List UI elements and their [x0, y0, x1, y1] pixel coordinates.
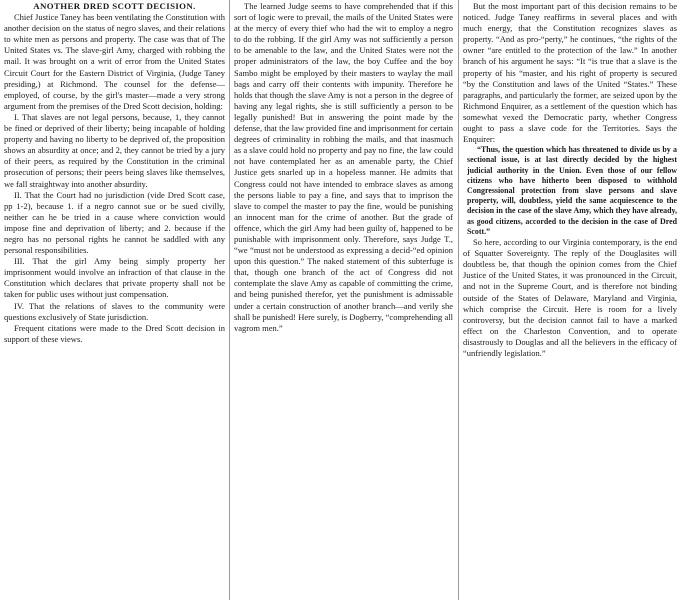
headline: ANOTHER DRED SCOTT DECISION. [33, 1, 196, 11]
paragraph: II. That the Court had no jurisdiction (vide Dred Scott case, pp 1-2), because 1. if a negro cannot sue or be sued civilly, neither can he be tried in a cause where conviction would impose fine and deprivation of liberty; and 2. because if the negro has no personal rights he cannot be saddled with any personal responsibilities. [4, 189, 225, 256]
paragraph: Chief Justice Taney has been ventilating the Constitution with another decision on the status of negro slaves, and their relations to white men as persons and property. The case was that of The United States vs. The slave-girl Amy, charged with robbing the mail. It was brought on a writ of error from the United States Circuit Court for the Eastern District of Virginia, (Judge Taney presiding,) at Richmond. The counsel for the defense—employed, of course, by the girl's master—made a very strong argument from the premises of the Dred Scott decision, holding: [4, 12, 225, 111]
column-1 [4, 1, 229, 600]
paragraph: The learned Judge seems to have comprehended that if this sort of logic were to prevail, the mails of the United States were at the mercy of every thief who had the wit to employ a negro to do the robbing. If the girl Amy was not sufficiently a person to be amenable to the law, and the United States were not the proper administrators of the law, the boy Cuffee and the boy Sambo might be employed by their masters to waylay the mail bags and carry off their contents with impunity. Therefore he holds that though the slave Amy is not a person in the degree of having any legal rights, she is still sufficiently a person to be legally punished! But in answering the point made by the defense, that the law provided fine and imprisonment for certain degrees of criminality in robbing the mails, and that inasmuch as a slave could hold no property and pay no fine, the law could not have contemplated her as an amenable party, the Chief Justice gets snarled up in a hopeless manner. He admits that Congress could not have intended to embrace slaves as among the persons liable to pay a fine, and says that to imprison the slave to compel the master to pay the fine, would be punishing an innocent man for the crime of another. But the grade of offence, which the girl Amy had been guilty of, happened to be punishable with imprisonment only. Therefore, says Judge T., “we “must not be understood as expressing a decid-“ed opinion upon this question.” The naked statement of this subterfuge is that, though one branch of the act of Congress did not contemplate the slave Amy as capable of committing the crime, and being punished therefor, yet the punishment is admissable under a certain construction of another branch—and verily she shall be punished! Here surely, is Dogberry, “comprehending all vagrom men.” [234, 1, 453, 333]
column-rule [458, 0, 459, 600]
enquirer-quote: “Thus, the question which has threatened to divide us by a sectional issue, is at last directly decided by the highest judicial authority in the Union. Even those of our fellow citizens who have hitherto been disposed to withhold Congressional protection from slave persons and slave property, will, doubtless, yield the same acquiescence to the decision in the case of the slave Amy, which they have already, as good citizens, accorded to the decision in the case of Dred Scott.” [467, 145, 677, 236]
column-3 [458, 1, 677, 600]
paragraph: Frequent citations were made to the Dred Scott decision in support of these views. [4, 322, 225, 344]
paragraph: I. That slaves are not legal persons, because, 1, they cannot be fined or deprived of their liberty; being incapable of holding property and having no liberty to be deprived of, the proposition shows an absurdity at once; and 2, they cannot be tried by a jury of their peers, as required by the Constitution in the criminal prosecution of persons; their peers being slaves like themselves, we fall straightway into another absurdity. [4, 111, 225, 189]
paragraph: So here, according to our Virginia contemporary, is the end of Squatter Sovereignty. The reply of the Douglasites will doubtless be, that though the opinion comes from the Chief Justice of the United States, it was pronounced in the Circuit, and not in the Supreme Court, and is therefore not binding outside of the States of Delaware, Maryland and Virginia, which comprise the Circuit. Here is room for a lively controversy, but the decision cannot fail to have a marked effect on the Charleston Convention, and to operate disastrously to Douglas and all the believers in the efficacy of “unfriendly legislation.” [463, 237, 677, 358]
paragraph: IV. That the relations of slaves to the community were questions exclusively of State jurisdiction. [4, 300, 225, 322]
paragraph: III. That the girl Amy being simply property her imprisonment would involve an infraction of that clause in the Constitution which declares that private property shall not be taken for public uses without just compensation. [4, 256, 225, 300]
column-2 [229, 1, 458, 600]
column-rule [229, 0, 230, 600]
paragraph: But the most important part of this decision remains to be noticed. Judge Taney reaffirms in several places and with much energy, that the Constitution recognizes slaves as property. “And as pro-“perty,” he continues, “the rights of the owner “are entitled to the protection of the law.” In another branch of his argument he says: “It “is true that a slave is the property of his “master, and his right of property is secured “by the Constitution and laws of the United “States.” These paragraphs, and particularly the former, are seized upon by the Richmond Enquirer, as a settlement of the question which has somewhat vexed the Democratic party, whether Congress ought to pass a slave code for the Territories. Says the Enquirer: [463, 1, 677, 145]
